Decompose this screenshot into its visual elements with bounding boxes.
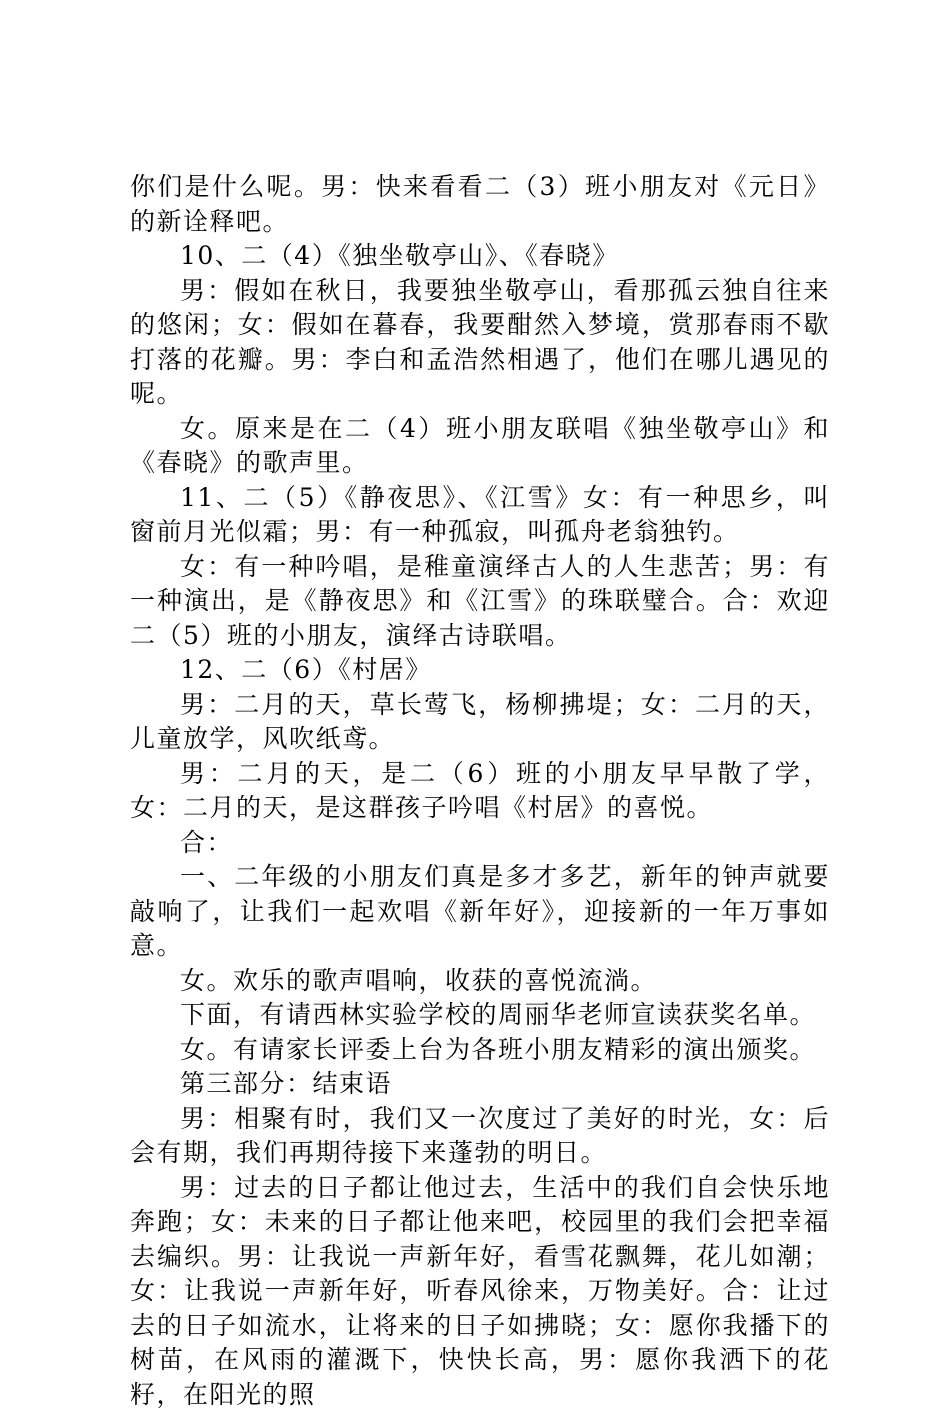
paragraph-10: 合： (130, 826, 830, 861)
paragraph-5: 11、二（5）《静夜思》、《江雪》女：有一种思乡，叫窗前月光似霜；男：有一种孤寂，叫孤舟老翁独钓。 (130, 481, 830, 550)
paragraph-13: 下面，有请西林实验学校的周丽华老师宣读获奖名单。 (130, 998, 830, 1033)
paragraph-9: 男：二月的天，是二（6）班的小朋友早早散了学，女：二月的天，是这群孩子吟唱《村居》的喜悦。 (130, 757, 830, 826)
paragraph-14: 女。有请家长评委上台为各班小朋友精彩的演出颁奖。 (130, 1033, 830, 1068)
paragraph-6: 女：有一种吟唱，是稚童演绎古人的人生悲苦；男：有一种演出，是《静夜思》和《江雪》的珠联璧合。合：欢迎二（5）班的小朋友，演绎古诗联唱。 (130, 550, 830, 654)
paragraph-3: 男：假如在秋日，我要独坐敬亭山，看那孤云独自往来的悠闲；女：假如在暮春，我要酣然入梦境，赏那春雨不歇打落的花瓣。男：李白和孟浩然相遇了，他们在哪儿遇见的呢。 (130, 274, 830, 412)
paragraph-4: 女。原来是在二（4）班小朋友联唱《独坐敬亭山》和《春晓》的歌声里。 (130, 412, 830, 481)
paragraph-12: 女。欢乐的歌声唱响，收获的喜悦流淌。 (130, 964, 830, 999)
paragraph-2: 10、二（4）《独坐敬亭山》、《春晓》 (130, 239, 830, 274)
paragraph-11: 一、二年级的小朋友们真是多才多艺，新年的钟声就要敲响了，让我们一起欢唱《新年好》，迎接新的一年万事如意。 (130, 860, 830, 964)
paragraph-1: 你们是什么呢。男：快来看看二（3）班小朋友对《元日》的新诠释吧。 (130, 170, 830, 239)
paragraph-17: 男：过去的日子都让他过去，生活中的我们自会快乐地奔跑；女：未来的日子都让他来吧，校园里的我们会把幸福去编织。男：让我说一声新年好，看雪花飘舞，花儿如潮；女：让我说一声新年好，听春风徐来，万物美好。合：让过去的日子如流水，让将来的日子如拂晓；女：愿你我播下的树苗，在风雨的灌溉下，快快长高，男：愿你我洒下的花籽，在阳光的照 (130, 1171, 830, 1412)
paragraph-16: 男：相聚有时，我们又一次度过了美好的时光，女：后会有期，我们再期待接下来蓬勃的明日。 (130, 1102, 830, 1171)
paragraph-15: 第三部分：结束语 (130, 1067, 830, 1102)
paragraph-7: 12、二（6）《村居》 (130, 653, 830, 688)
paragraph-8: 男：二月的天，草长莺飞，杨柳拂堤；女：二月的天，儿童放学，风吹纸鸢。 (130, 688, 830, 757)
body-text (130, 170, 830, 1412)
